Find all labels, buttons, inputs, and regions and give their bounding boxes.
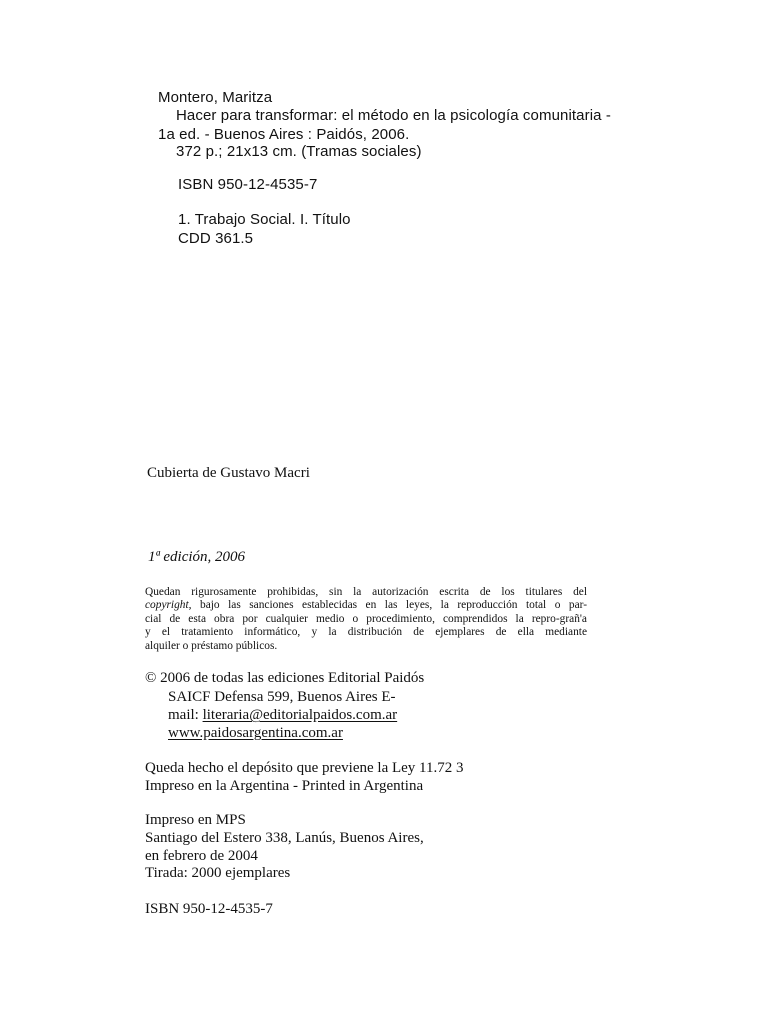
copyright-word: copyright,	[145, 599, 192, 612]
publisher-copyright: © 2006 de todas las ediciones Editorial Paidós	[145, 670, 425, 686]
catalog-subject: 1. Trabajo Social. I. Título	[178, 211, 351, 228]
publisher-address: SAICF Defensa 599, Buenos Aires E-	[168, 689, 396, 705]
deposit-law: Queda hecho el depósito que previene la Ley 11.72 3	[145, 760, 464, 776]
legal-notice-line: y el tratamiento informático, y la distribución de ejemplares de ella mediante	[145, 626, 587, 639]
email-label: mail:	[168, 707, 203, 723]
legal-notice-text: bajo las sanciones establecidas en las leyes, la reproducción total o par-	[191, 599, 587, 612]
print-run: Tirada: 2000 ejemplares	[145, 865, 291, 881]
legal-notice-line: alquiler o préstamo públicos.	[145, 639, 278, 652]
catalog-physical: 372 p.; 21x13 cm. (Tramas sociales)	[176, 143, 422, 160]
catalog-edition: 1a ed. - Buenos Aires : Paidós, 2006.	[158, 126, 410, 143]
cover-credit: Cubierta de Gustavo Macri	[147, 465, 310, 481]
legal-notice	[145, 586, 587, 653]
catalog-cdd: CDD 361.5	[178, 230, 254, 247]
legal-notice-line	[145, 599, 587, 612]
isbn-footer: ISBN 950-12-4535-7	[145, 901, 273, 917]
printer-address: Santiago del Estero 338, Lanús, Buenos Aires,	[145, 830, 424, 846]
catalog-title: Hacer para transformar: el método en la psicología comunitaria -	[176, 107, 611, 124]
legal-notice-line: cial de esta obra por cualquier medio o procedimiento, comprendidos la repro-grañ'a	[145, 612, 587, 625]
edition-note: 1ª edición, 2006	[148, 549, 246, 565]
publisher-email-line	[168, 707, 397, 724]
website-link[interactable]: www.paidosargentina.com.ar	[168, 725, 343, 741]
catalog-author: Montero, Maritza	[158, 89, 273, 106]
printer-name: Impreso en MPS	[145, 812, 246, 828]
email-link[interactable]: literaria@editorialpaidos.com.ar	[202, 707, 398, 723]
legal-notice-line: Quedan rigurosamente prohibidas, sin la autorización escrita de los titulares del	[145, 586, 587, 598]
print-date: en febrero de 2004	[145, 848, 258, 864]
printed-in-argentina: Impreso en la Argentina - Printed in Argentina	[145, 778, 424, 794]
catalog-isbn: ISBN 950-12-4535-7	[178, 176, 318, 193]
